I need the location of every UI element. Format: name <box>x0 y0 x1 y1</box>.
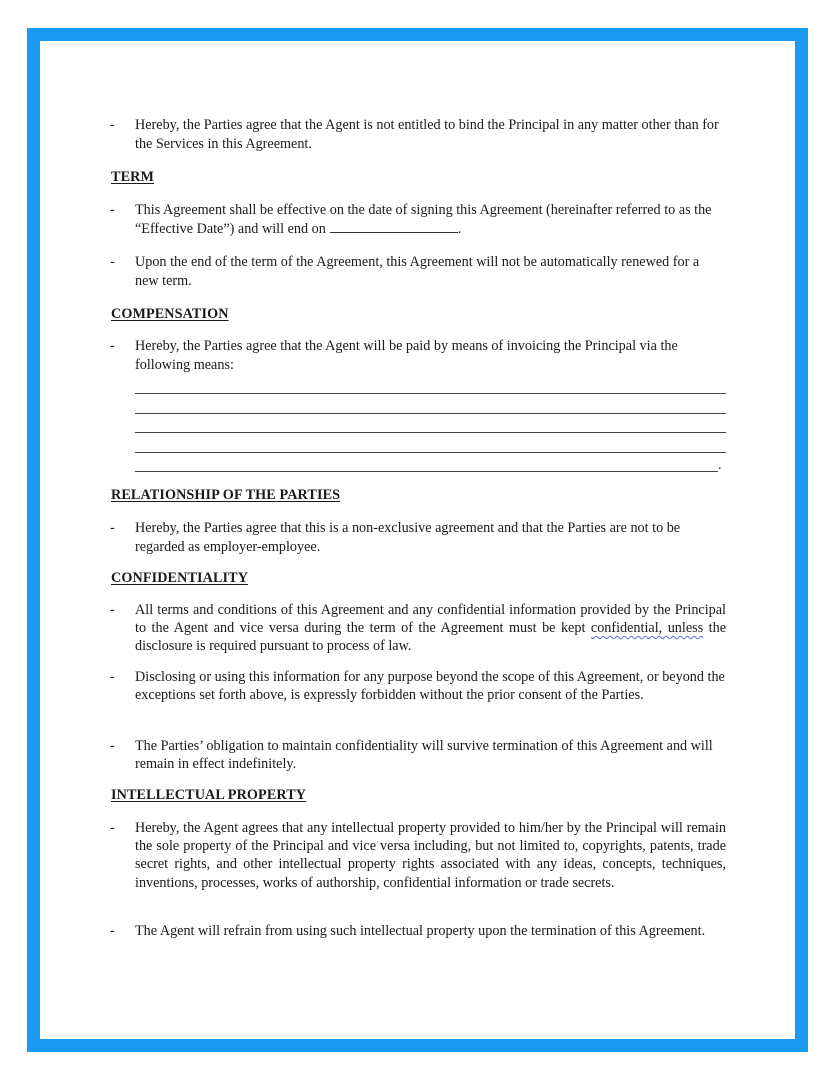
clause-text: Upon the end of the term of the Agreement, this Agreement will not be automatically renewed for a new term. <box>135 254 700 289</box>
clause-text-part: the disclosure is required pursuant to process of law. <box>135 620 727 655</box>
clause-text: Hereby, the Parties agree that the Agent will be paid by means of invoicing the Principal via the following means: <box>135 338 678 373</box>
period: . <box>457 221 462 237</box>
fill-in-line[interactable] <box>135 393 726 394</box>
period: . <box>718 458 722 473</box>
fill-in-line[interactable] <box>135 432 726 433</box>
list-dash: - <box>110 117 115 133</box>
clause-text-before-blank: This Agreement shall be effective on the date of signing this Agreement (hereinafter referred to as the “Effective Date”) and will end on <box>135 202 712 237</box>
clause-text: The Agent will refrain from using such intellectual property upon the termination of this Agreement. <box>135 923 706 939</box>
fill-in-line[interactable] <box>135 452 726 453</box>
list-dash: - <box>110 923 115 939</box>
heading-intellectual-property: INTELLECTUAL PROPERTY <box>111 787 307 803</box>
clause-text: Hereby, the Parties agree that this is a non-exclusive agreement and that the Parties are not to be regarded as employer-employee. <box>135 520 681 555</box>
clause-text-part: All terms and conditions of this Agreement and any confidential information provided by the Principal to the Agent and vice versa during the term of the Agreement must be kept <box>135 602 726 637</box>
clause-text <box>135 201 726 239</box>
clause-text <box>135 601 726 656</box>
grammar-flagged-text[interactable]: confidential, unless <box>590 620 704 637</box>
heading-compensation: COMPENSATION <box>111 306 229 322</box>
list-dash: - <box>110 202 115 218</box>
clause-text: Hereby, the Agent agrees that any intellectual property provided to him/her by the Principal will remain the sole property of the Principal and vice versa including, but not limited to, copyrights, patents, trade secret rights, and other intellectual property rights associated with any ideas, concepts, techniques, inventions, processes, works of authorship, confidential information or trade secrets. <box>135 820 726 891</box>
clause-text: The Parties’ obligation to maintain confidentiality will survive termination of this Agreement and will remain in effect indefinitely. <box>135 738 713 773</box>
list-dash: - <box>110 338 115 354</box>
heading-relationship: RELATIONSHIP OF THE PARTIES <box>111 487 341 503</box>
end-date-blank[interactable] <box>330 220 458 233</box>
fill-in-line[interactable] <box>135 471 718 472</box>
list-dash: - <box>110 738 115 754</box>
fill-in-line[interactable] <box>135 413 726 414</box>
clause-text: Disclosing or using this information for any purpose beyond the scope of this Agreement, or beyond the exceptions set forth above, is expressly forbidden without the prior consent of the Parties. <box>135 669 725 704</box>
heading-confidentiality: CONFIDENTIALITY <box>111 570 249 586</box>
list-dash: - <box>110 254 115 270</box>
list-dash: - <box>110 602 115 618</box>
list-dash: - <box>110 820 115 836</box>
list-dash: - <box>110 669 115 685</box>
clause-text: Hereby, the Parties agree that the Agent is not entitled to bind the Principal in any matter other than for the Services in this Agreement. <box>135 117 719 152</box>
heading-term: TERM <box>111 169 154 185</box>
list-dash: - <box>110 520 115 536</box>
